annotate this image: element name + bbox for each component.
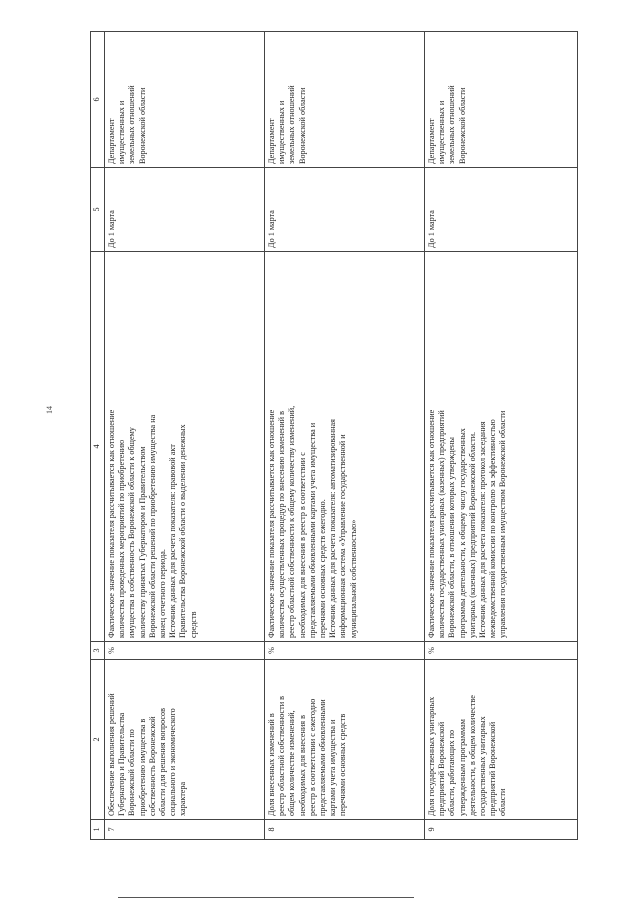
indicator-name-line: утвержденным программам bbox=[457, 719, 467, 816]
calculation-method-line: количества осуществленных процедур по внесению изменений в bbox=[277, 411, 287, 638]
calculation-method-line: Воронежской области, в отношении которых утверждены bbox=[447, 437, 457, 638]
indicator-name-line: собственность Воронежской bbox=[147, 716, 157, 816]
calculation-method-line: имущества в собственность Воронежской области к общему bbox=[127, 427, 137, 638]
indicator-name-line: области bbox=[498, 788, 508, 816]
indicator-name-line: Доля государственных унитарных bbox=[427, 696, 436, 816]
header-row bbox=[91, 32, 105, 840]
calculation-method-line: управления государственным имуществом Воронежской области bbox=[498, 410, 508, 638]
calculation-method-line: количеству принятых Губернатором и Правительством bbox=[137, 446, 147, 638]
responsible-body-line: Департамент bbox=[427, 118, 436, 164]
unit: % bbox=[425, 642, 578, 660]
calculation-method-line: средств bbox=[188, 611, 198, 638]
header-cell-3: 3 bbox=[91, 642, 105, 660]
deadline: До 1 марта bbox=[425, 168, 578, 252]
responsible-body-line: имущественных и bbox=[117, 100, 127, 164]
calculation-method-line: Воронежской области решений по приобретению имущества на bbox=[147, 414, 157, 638]
deadline: До 1 марта bbox=[105, 168, 265, 252]
indicator-name-line: Воронежской области по bbox=[127, 729, 137, 816]
indicator-name-line: общем количестве изменений, bbox=[287, 710, 297, 816]
calculation-method-line: реестр областной собственности к общему количеству изменений, bbox=[287, 405, 297, 638]
responsible-body-line: Воронежской области bbox=[457, 87, 467, 164]
responsible-body bbox=[265, 32, 425, 168]
calculation-method bbox=[105, 252, 265, 642]
indicator-name-line: деятельности, в общем количестве bbox=[467, 695, 477, 816]
calculation-method-line: информационная система «Управление государственной и bbox=[338, 434, 348, 638]
header-cell-6: 6 bbox=[91, 32, 105, 168]
deadline: До 1 марта bbox=[265, 168, 425, 252]
responsible-body-line: Департамент bbox=[267, 118, 276, 164]
header-cell-5: 5 bbox=[91, 168, 105, 252]
indicators-table bbox=[90, 31, 578, 840]
responsible-body-line: Департамент bbox=[107, 118, 116, 164]
indicator-name bbox=[265, 660, 425, 820]
calculation-method-line: количества проведенных мероприятий по приобретению bbox=[117, 439, 127, 638]
responsible-body-line: имущественных и bbox=[437, 100, 447, 164]
calculation-method-line: представляемыми обновленными картами учета имущества и bbox=[307, 422, 317, 638]
indicator-name-line: предприятий Воронежской bbox=[488, 721, 498, 816]
calculation-method-line: Источник данных для расчета показателя: протокол заседания bbox=[478, 421, 488, 638]
indicator-name-line: представляемыми обновленными bbox=[318, 699, 328, 816]
indicator-name-line: приобретению имущества в bbox=[137, 718, 147, 816]
unit: % bbox=[265, 642, 425, 660]
calculation-method-line: Фактическое значение показателя рассчитывается как отношение bbox=[107, 409, 116, 638]
indicator-name bbox=[105, 660, 265, 820]
indicator-name-line: социального и экономического bbox=[168, 708, 178, 816]
indicator-name-line: перечнями основных средств bbox=[338, 713, 348, 816]
rotated-table-wrapper bbox=[90, 32, 576, 840]
calculation-method-line: муниципальной собственностью» bbox=[348, 519, 358, 638]
indicator-name-line: необходимых для внесения в bbox=[297, 715, 307, 816]
responsible-body-line: имущественных и bbox=[277, 100, 287, 164]
calculation-method-line: унитарных (казенных) предприятий Воронежской области. bbox=[467, 431, 477, 638]
calculation-method-line: конец отчетного периода. bbox=[158, 549, 168, 638]
calculation-method-line: Источник данных для расчета показателя: автоматизированная bbox=[328, 419, 338, 638]
indicator-name bbox=[425, 660, 578, 820]
indicator-name-line: картами учета имущества и bbox=[328, 719, 338, 816]
indicator-name-line: Обеспечение выполнения решений bbox=[107, 693, 116, 816]
calculation-method-line: количества государственных унитарных (казенных) предприятий bbox=[437, 410, 447, 638]
table-row bbox=[265, 32, 425, 840]
calculation-method bbox=[425, 252, 578, 642]
indicator-name-line: области, работающих по bbox=[447, 729, 457, 816]
table-row bbox=[105, 32, 265, 840]
indicator-name-line: Губернатора и Правительства bbox=[117, 712, 127, 816]
calculation-method-line: Фактическое значение показателя рассчитывается как отношение bbox=[427, 409, 436, 638]
calculation-method-line: Правительства Воронежской области о выделении денежных bbox=[178, 424, 188, 638]
responsible-body bbox=[105, 32, 265, 168]
unit: % bbox=[105, 642, 265, 660]
calculation-method bbox=[265, 252, 425, 642]
indicator-name-line: Доля внесенных изменений в bbox=[267, 713, 276, 816]
calculation-method-line: Фактическое значение показателя рассчитывается как отношение bbox=[267, 409, 276, 638]
responsible-body bbox=[425, 32, 578, 168]
header-cell-1: 1 bbox=[91, 820, 105, 840]
calculation-method-line: Источник данных для расчета показателя: правовой акт bbox=[168, 444, 178, 638]
calculation-method-line: программы деятельности, к общему числу государственных bbox=[457, 428, 467, 638]
indicator-name-line: реестр областной собственности в bbox=[277, 695, 287, 816]
indicator-name-line: реестр в соответствии с ежегодно bbox=[307, 698, 317, 816]
header-cell-4: 4 bbox=[91, 252, 105, 642]
calculation-method-line: межведомственной комиссии по контролю за эффективностью bbox=[488, 419, 498, 638]
indicator-name-line: области для решения вопросов bbox=[158, 708, 168, 816]
page-number: 14 bbox=[45, 406, 54, 414]
header-cell-2: 2 bbox=[91, 660, 105, 820]
responsible-body-line: Воронежской области bbox=[297, 87, 307, 164]
bottom-rule bbox=[118, 897, 414, 898]
responsible-body-line: земельных отношений bbox=[287, 85, 297, 164]
row-number: 8 bbox=[265, 820, 425, 840]
calculation-method-line: перечнями основных средств ежегодно. bbox=[318, 499, 328, 638]
table-row bbox=[425, 32, 578, 840]
responsible-body-line: земельных отношений bbox=[127, 85, 137, 164]
row-number: 9 bbox=[425, 820, 578, 840]
calculation-method-line: необходимых для внесения в реестр в соответствии с bbox=[297, 452, 307, 638]
indicator-name-line: государственных унитарных bbox=[478, 716, 488, 816]
responsible-body-line: Воронежской области bbox=[137, 87, 147, 164]
row-number: 7 bbox=[105, 820, 265, 840]
indicator-name-line: предприятий Воронежской bbox=[437, 721, 447, 816]
indicator-name-line: характера bbox=[178, 781, 188, 816]
responsible-body-line: земельных отношений bbox=[447, 85, 457, 164]
